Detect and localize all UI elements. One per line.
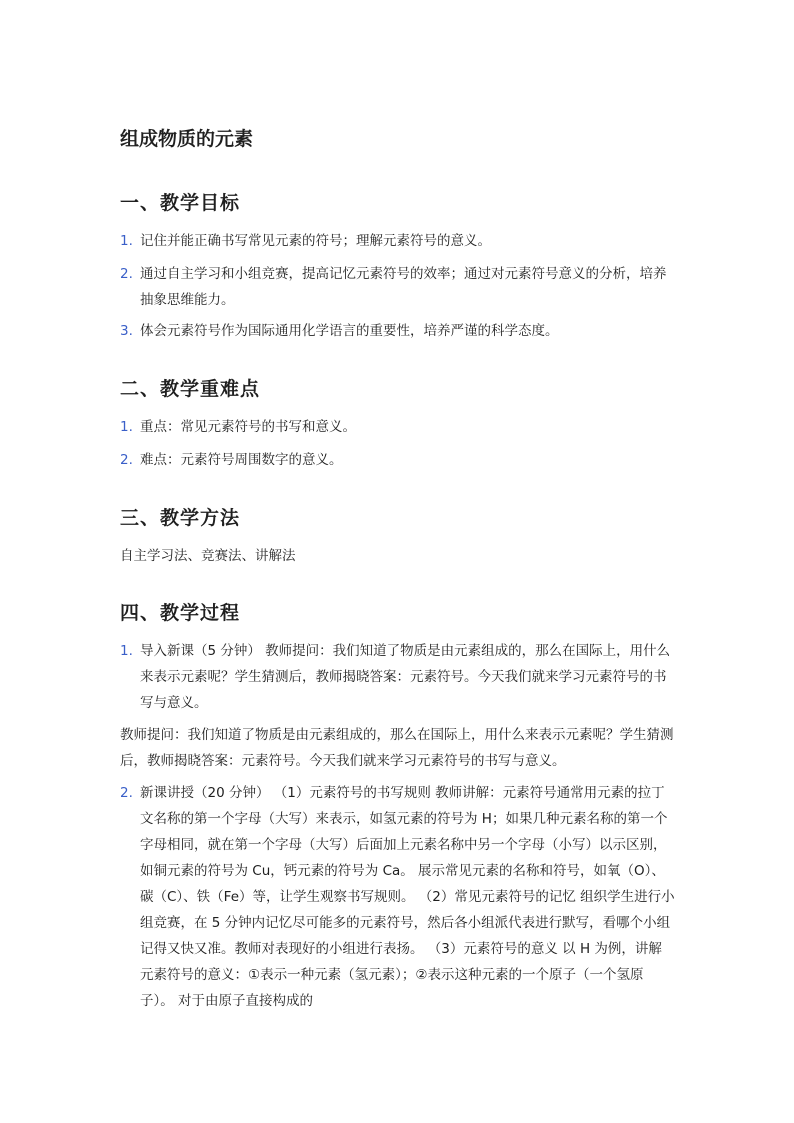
list-number: 1. [120,643,133,659]
list-text: 导入新课（5 分钟） 教师提问：我们知道了物质是由元素组成的，那么在国际上，用什么来表示元素呢？学生猜测后，教师揭晓答案：元素符号。今天我们就来学习元素符号的书写与意义。 [140,643,671,711]
list-text: 记住并能正确书写常见元素的符号；理解元素符号的意义。 [140,233,491,249]
list-text: 重点：常见元素符号的书写和意义。 [140,419,356,435]
list-text: 难点：元素符号周围数字的意义。 [140,452,343,468]
list-number: 3. [120,323,133,339]
section-heading-key-points: 二、教学重难点 [120,378,261,400]
list-text: 体会元素符号作为国际通用化学语言的重要性，培养严谨的科学态度。 [140,323,559,339]
list-number: 2. [120,266,133,282]
list-text: 新课讲授（20 分钟） （1）元素符号的书写规则 教师讲解：元素符号通常用元素的拉丁文名称的第一个字母（大写）来表示，如氢元素的符号为 H；如果几种元素名称的第一个字母相同，就在第一个字母（大写）后面加上元素名称中另一个字母（小写）以示区别，如铜元素的符号为 Cu，钙元素的符号为 Ca。 展示常见元素的名称和符号，如氧（O）、碳（C）、铁（Fe）等，让学生观察书写规则。 （2）常见元素符号的记忆 组织学生进行小组竞赛，在 5 分钟内记忆尽可能多的元素符号，然后各小组派代表进行默写，看哪个小组记得又快又准。教师对表现好的小组进行表扬。 （3）元素符号的意义 以 H 为例，讲解元素符号的意义：①表示一种元素（氢元素）；②表示这种元素的一个原子（一个氢原子）。 对于由原子直接构成的 [140,785,675,1009]
section-heading-methods: 三、教学方法 [120,507,241,529]
list-item [120,447,675,473]
methods-paragraph: 自主学习法、竞赛法、讲解法 [120,548,296,564]
list-item [120,228,675,254]
document-title: 组成物质的元素 [120,128,254,150]
list-number: 2. [120,785,133,801]
list-item [120,780,675,1014]
list-number: 2. [120,452,133,468]
list-item [120,638,675,716]
section-heading-goals: 一、教学目标 [120,192,241,214]
list-number: 1. [120,233,133,249]
list-item [120,318,675,344]
list-item [120,414,675,440]
process-paragraph: 教师提问：我们知道了物质是由元素组成的，那么在国际上，用什么来表示元素呢？学生猜测后，教师揭晓答案：元素符号。今天我们就来学习元素符号的书写与意义。 [120,727,674,769]
section-heading-process: 四、教学过程 [120,602,241,624]
list-text: 通过自主学习和小组竞赛，提高记忆元素符号的效率；通过对元素符号意义的分析，培养抽象思维能力。 [140,266,667,308]
list-number: 1. [120,419,133,435]
list-item [120,261,675,313]
